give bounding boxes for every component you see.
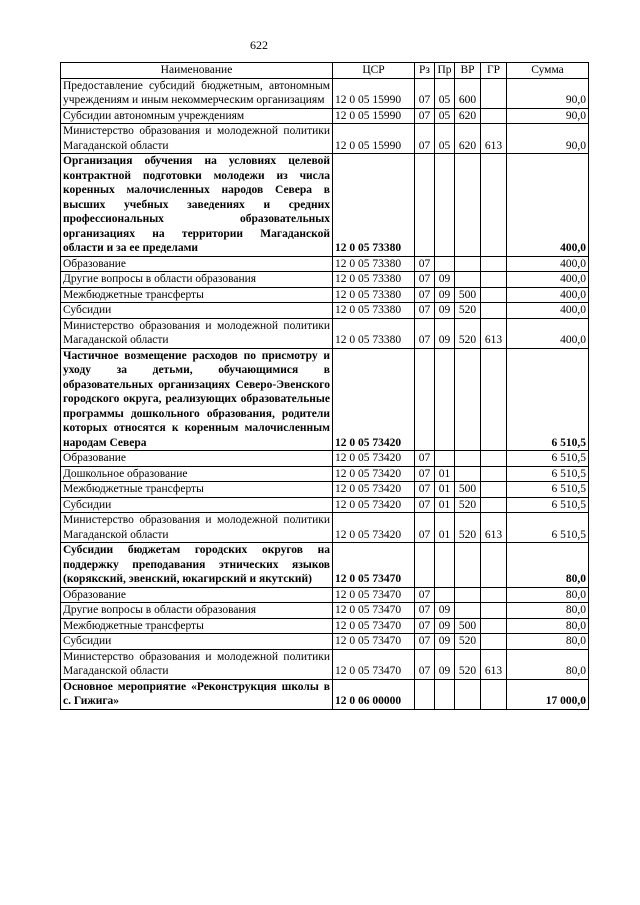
row-vr: 600: [455, 78, 481, 108]
row-pr: 05: [435, 108, 455, 124]
row-gr: [481, 618, 507, 634]
budget-table: [60, 62, 589, 710]
row-vr: 520: [455, 634, 481, 650]
row-csr: 12 0 05 73470: [333, 618, 415, 634]
row-sum: 6 510,5: [507, 466, 589, 482]
row-vr: 500: [455, 618, 481, 634]
row-pr: [435, 348, 455, 451]
row-name: Субсидии бюджетам городских округов на поддержку преподавания этнических языков (корякский, эвенский, юкагирский и якутский): [61, 543, 333, 588]
table-row: [61, 124, 589, 154]
row-vr: [455, 603, 481, 619]
row-vr: [455, 543, 481, 588]
row-gr: [481, 543, 507, 588]
row-pr: 09: [435, 318, 455, 348]
row-csr: 12 0 05 73380: [333, 287, 415, 303]
row-csr: 12 0 05 73420: [333, 348, 415, 451]
row-sum: 80,0: [507, 603, 589, 619]
table-row: [61, 634, 589, 650]
header-vr: ВР: [455, 63, 481, 79]
row-name: Межбюджетные трансферты: [61, 618, 333, 634]
row-vr: 500: [455, 287, 481, 303]
row-vr: 520: [455, 649, 481, 679]
row-rz: [415, 348, 435, 451]
row-vr: 500: [455, 482, 481, 498]
row-rz: 07: [415, 618, 435, 634]
row-name: Другие вопросы в области образования: [61, 272, 333, 288]
row-vr: [455, 679, 481, 709]
row-vr: [455, 348, 481, 451]
row-gr: [481, 154, 507, 257]
row-pr: [435, 679, 455, 709]
row-name: Субсидии: [61, 303, 333, 319]
row-vr: 520: [455, 303, 481, 319]
row-csr: 12 0 05 73470: [333, 543, 415, 588]
row-sum: 80,0: [507, 543, 589, 588]
header-sum: Сумма: [507, 63, 589, 79]
table-row: [61, 451, 589, 467]
row-csr: 12 0 05 15990: [333, 78, 415, 108]
row-pr: 01: [435, 497, 455, 513]
table-row: [61, 466, 589, 482]
row-csr: 12 0 05 73420: [333, 497, 415, 513]
header-name: Наименование: [61, 63, 333, 79]
row-csr: 12 0 05 73420: [333, 513, 415, 543]
row-vr: 520: [455, 513, 481, 543]
row-name: Образование: [61, 587, 333, 603]
row-sum: 17 000,0: [507, 679, 589, 709]
row-rz: 07: [415, 287, 435, 303]
row-pr: 01: [435, 513, 455, 543]
row-rz: 07: [415, 108, 435, 124]
table-row: [61, 587, 589, 603]
row-name: Частичное возмещение расходов по присмотру и уходу за детьми, обучающимися в образовательных организациях Северо-Эвенского городского округа, реализующих образовательные программы дошкольного образования, родители которых относятся к коренным малочисленным народам Севера: [61, 348, 333, 451]
row-vr: [455, 154, 481, 257]
row-name: Министерство образования и молодежной политики Магаданской области: [61, 649, 333, 679]
row-sum: 80,0: [507, 618, 589, 634]
row-csr: 12 0 05 73470: [333, 587, 415, 603]
row-pr: 09: [435, 649, 455, 679]
row-name: Субсидии автономным учреждениям: [61, 108, 333, 124]
row-gr: 613: [481, 513, 507, 543]
row-vr: [455, 272, 481, 288]
row-rz: 07: [415, 497, 435, 513]
row-sum: 6 510,5: [507, 482, 589, 498]
table-row: [61, 348, 589, 451]
row-name: Министерство образования и молодежной политики Магаданской области: [61, 124, 333, 154]
header-gr: ГР: [481, 63, 507, 79]
row-name: Основное мероприятие «Реконструкция школы в с. Гижига»: [61, 679, 333, 709]
row-vr: [455, 451, 481, 467]
row-sum: 6 510,5: [507, 513, 589, 543]
table-row: [61, 497, 589, 513]
row-csr: 12 0 05 73380: [333, 256, 415, 272]
row-gr: [481, 256, 507, 272]
row-sum: 400,0: [507, 272, 589, 288]
row-csr: 12 0 05 73420: [333, 466, 415, 482]
table-row: [61, 482, 589, 498]
row-gr: [481, 679, 507, 709]
table-row: [61, 603, 589, 619]
row-rz: [415, 543, 435, 588]
row-vr: 520: [455, 497, 481, 513]
table-row: [61, 543, 589, 588]
row-name: Образование: [61, 451, 333, 467]
row-sum: 6 510,5: [507, 451, 589, 467]
row-csr: 12 0 05 73380: [333, 272, 415, 288]
row-vr: 620: [455, 108, 481, 124]
row-pr: 09: [435, 618, 455, 634]
row-sum: 80,0: [507, 587, 589, 603]
header-rz: Рз: [415, 63, 435, 79]
table-row: [61, 303, 589, 319]
row-name: Министерство образования и молодежной политики Магаданской области: [61, 318, 333, 348]
row-pr: [435, 543, 455, 588]
row-gr: [481, 272, 507, 288]
row-pr: 09: [435, 603, 455, 619]
row-sum: 400,0: [507, 256, 589, 272]
row-pr: 01: [435, 482, 455, 498]
row-rz: 07: [415, 634, 435, 650]
table-row: [61, 272, 589, 288]
table-row: [61, 618, 589, 634]
row-rz: 07: [415, 603, 435, 619]
row-name: Образование: [61, 256, 333, 272]
row-rz: 07: [415, 272, 435, 288]
table-row: [61, 649, 589, 679]
row-csr: 12 0 05 73380: [333, 318, 415, 348]
row-gr: [481, 634, 507, 650]
row-gr: [481, 497, 507, 513]
header-pr: Пр: [435, 63, 455, 79]
row-sum: 80,0: [507, 634, 589, 650]
row-sum: 400,0: [507, 154, 589, 257]
row-csr: 12 0 05 15990: [333, 124, 415, 154]
row-csr: 12 0 05 73380: [333, 154, 415, 257]
header-row: [61, 63, 589, 79]
row-name: Межбюджетные трансферты: [61, 287, 333, 303]
table-row: [61, 287, 589, 303]
row-name: Дошкольное образование: [61, 466, 333, 482]
row-gr: 613: [481, 124, 507, 154]
table-row: [61, 318, 589, 348]
row-name: Организация обучения на условиях целевой контрактной подготовки молодежи из числа коренных малочисленных народов Севера в высших учебных заведениях и средних профессиональных образовательных организациях на территории Магаданской области и за ее пределами: [61, 154, 333, 257]
row-rz: [415, 154, 435, 257]
row-pr: 09: [435, 634, 455, 650]
row-csr: 12 0 05 73420: [333, 451, 415, 467]
table-row: [61, 513, 589, 543]
row-csr: 12 0 05 73470: [333, 634, 415, 650]
table-row: [61, 256, 589, 272]
row-rz: 07: [415, 124, 435, 154]
row-rz: 07: [415, 649, 435, 679]
row-pr: 09: [435, 272, 455, 288]
row-name: Субсидии: [61, 634, 333, 650]
page-number: 622: [250, 38, 268, 52]
row-sum: 6 510,5: [507, 348, 589, 451]
row-pr: 01: [435, 466, 455, 482]
row-sum: 90,0: [507, 108, 589, 124]
row-csr: 12 0 05 15990: [333, 108, 415, 124]
table-row: [61, 108, 589, 124]
row-rz: 07: [415, 78, 435, 108]
row-rz: 07: [415, 466, 435, 482]
table-row: [61, 78, 589, 108]
row-rz: 07: [415, 256, 435, 272]
row-gr: [481, 303, 507, 319]
row-gr: [481, 78, 507, 108]
row-name: Министерство образования и молодежной политики Магаданской области: [61, 513, 333, 543]
row-csr: 12 0 05 73470: [333, 603, 415, 619]
row-rz: 07: [415, 482, 435, 498]
row-sum: 400,0: [507, 287, 589, 303]
row-csr: 12 0 05 73470: [333, 649, 415, 679]
table-row: [61, 154, 589, 257]
row-sum: 400,0: [507, 318, 589, 348]
row-name: Другие вопросы в области образования: [61, 603, 333, 619]
row-gr: 613: [481, 649, 507, 679]
row-name: Межбюджетные трансферты: [61, 482, 333, 498]
row-pr: 09: [435, 287, 455, 303]
row-gr: [481, 348, 507, 451]
row-vr: 520: [455, 318, 481, 348]
row-name: Предоставление субсидий бюджетным, автономным учреждениям и иным некоммерческим организациям: [61, 78, 333, 108]
row-gr: [481, 287, 507, 303]
row-vr: [455, 587, 481, 603]
row-gr: [481, 108, 507, 124]
row-vr: 620: [455, 124, 481, 154]
row-sum: 400,0: [507, 303, 589, 319]
row-sum: 80,0: [507, 649, 589, 679]
row-csr: 12 0 05 73380: [333, 303, 415, 319]
row-pr: [435, 154, 455, 257]
row-name: Субсидии: [61, 497, 333, 513]
row-gr: [481, 482, 507, 498]
row-pr: [435, 587, 455, 603]
row-gr: [481, 603, 507, 619]
row-csr: 12 0 05 73420: [333, 482, 415, 498]
row-gr: [481, 451, 507, 467]
row-gr: 613: [481, 318, 507, 348]
row-rz: 07: [415, 318, 435, 348]
row-rz: 07: [415, 451, 435, 467]
row-rz: 07: [415, 587, 435, 603]
row-sum: 6 510,5: [507, 497, 589, 513]
row-pr: [435, 451, 455, 467]
row-sum: 90,0: [507, 124, 589, 154]
row-rz: 07: [415, 513, 435, 543]
row-pr: [435, 256, 455, 272]
row-vr: [455, 256, 481, 272]
row-pr: 09: [435, 303, 455, 319]
row-pr: 05: [435, 78, 455, 108]
header-csr: ЦСР: [333, 63, 415, 79]
table-row: [61, 679, 589, 709]
row-rz: 07: [415, 303, 435, 319]
row-gr: [481, 466, 507, 482]
row-sum: 90,0: [507, 78, 589, 108]
row-vr: [455, 466, 481, 482]
row-gr: [481, 587, 507, 603]
row-pr: 05: [435, 124, 455, 154]
row-rz: [415, 679, 435, 709]
row-csr: 12 0 06 00000: [333, 679, 415, 709]
